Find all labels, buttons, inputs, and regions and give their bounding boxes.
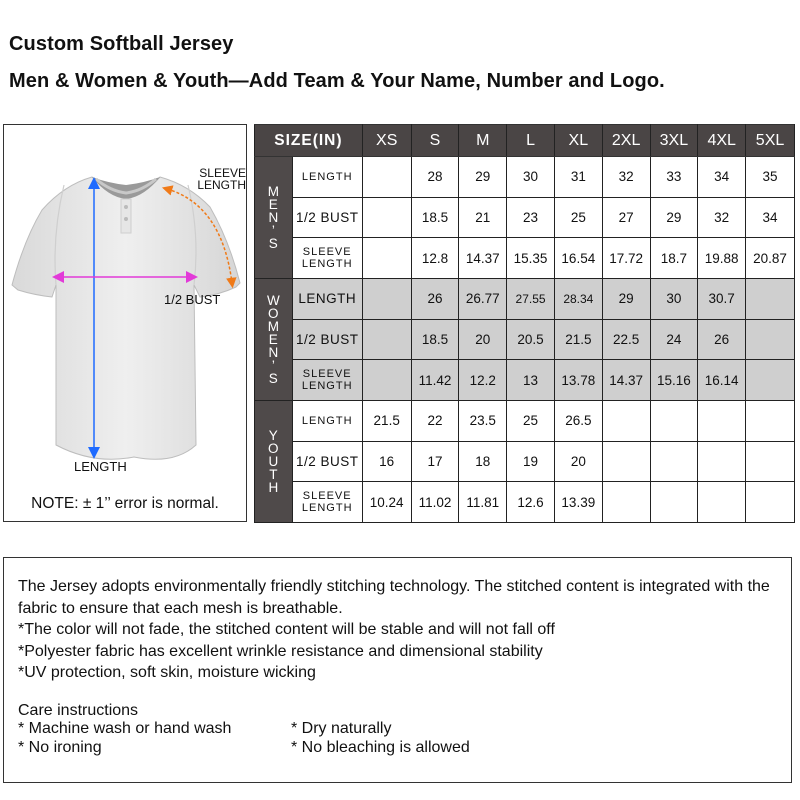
table-cell (362, 197, 411, 238)
table-cell: 33 (650, 157, 698, 198)
row-label: 1/2 BUST (292, 441, 362, 482)
table-row (255, 319, 795, 360)
size-col-xl: XL (554, 125, 602, 157)
table-cell (650, 441, 698, 482)
table-cell: 17 (411, 441, 459, 482)
group-letter: S (268, 235, 278, 251)
table-row (255, 400, 795, 441)
table-cell: 28.34 (554, 278, 602, 319)
table-cell: 18 (459, 441, 507, 482)
table-cell: 22 (411, 400, 459, 441)
sleeve-label-line2: LENGTH (197, 178, 246, 192)
table-cell: 28 (411, 157, 459, 198)
table-cell: 30 (650, 278, 698, 319)
group-letter: N (268, 209, 279, 225)
feature-bullet: *Polyester fabric has excellent wrinkle resistance and dimensional stability (18, 642, 543, 660)
table-cell (650, 482, 698, 523)
table-cell (602, 482, 650, 523)
table-cell: 27.55 (507, 278, 555, 319)
page-subtitle: Men & Women & Youth—Add Team & Your Name, Number and Logo. (9, 70, 665, 92)
table-cell: 29 (650, 197, 698, 238)
table-cell (746, 482, 795, 523)
length-label: LENGTH (74, 459, 127, 474)
group-letter: E (268, 196, 278, 212)
row-label-line: SLEEVE (302, 490, 352, 503)
size-col-l: L (507, 125, 555, 157)
table-cell: 23.5 (459, 400, 507, 441)
sleeve-length-label (192, 167, 246, 191)
table-cell: 26 (698, 319, 746, 360)
table-cell: 21 (459, 197, 507, 238)
row-label (292, 238, 362, 279)
group-letter: H (268, 479, 279, 495)
size-col-5xl: 5XL (746, 125, 795, 157)
table-cell: 20 (459, 319, 507, 360)
table-cell: 25 (554, 197, 602, 238)
group-label-mens (255, 157, 293, 279)
half-bust-label: 1/2 BUST (164, 292, 221, 307)
size-col-m: M (459, 125, 507, 157)
care-item: * Machine wash or hand wash (18, 720, 232, 737)
table-cell (746, 400, 795, 441)
jersey-diagram (3, 124, 247, 522)
table-cell (362, 157, 411, 198)
row-label: 1/2 BUST (292, 197, 362, 238)
table-cell: 10.24 (362, 482, 411, 523)
table-cell: 26 (411, 278, 459, 319)
table-cell: 12.8 (411, 238, 459, 279)
table-cell: 19 (507, 441, 555, 482)
group-letter: E (268, 331, 278, 347)
table-cell (362, 238, 411, 279)
table-cell: 15.16 (650, 360, 698, 401)
size-col-2xl: 2XL (602, 125, 650, 157)
table-cell: 34 (698, 157, 746, 198)
group-letter: S (268, 370, 278, 386)
table-cell: 29 (602, 278, 650, 319)
row-label-line: LENGTH (301, 258, 353, 271)
group-label-youth (255, 400, 293, 522)
table-row (255, 278, 795, 319)
table-cell (650, 400, 698, 441)
table-cell (746, 360, 795, 401)
row-label (292, 482, 362, 523)
group-letter: M (267, 183, 279, 199)
table-cell (362, 360, 411, 401)
size-col-3xl: 3XL (650, 125, 698, 157)
group-letter: U (268, 453, 279, 469)
table-cell: 14.37 (602, 360, 650, 401)
table-cell: 12.6 (507, 482, 555, 523)
group-letter: M (267, 318, 279, 334)
table-cell: 11.81 (459, 482, 507, 523)
table-cell: 18.5 (411, 197, 459, 238)
care-item: * No bleaching is allowed (291, 738, 470, 756)
table-cell: 34 (746, 197, 795, 238)
table-cell: 16.54 (554, 238, 602, 279)
table-cell (602, 400, 650, 441)
group-letter: W (266, 292, 280, 308)
table-cell: 20.5 (507, 319, 555, 360)
table-cell: 21.5 (362, 400, 411, 441)
table-cell (698, 441, 746, 482)
table-cell: 31 (554, 157, 602, 198)
group-letter: N (268, 344, 279, 360)
size-col-4xl: 4XL (698, 125, 746, 157)
table-cell: 27 (602, 197, 650, 238)
table-cell: 30.7 (698, 278, 746, 319)
table-cell: 17.72 (602, 238, 650, 279)
table-cell (698, 400, 746, 441)
group-letter: ’ (271, 222, 275, 238)
table-cell: 25 (507, 400, 555, 441)
care-title: Care instructions (18, 701, 139, 719)
page-title: Custom Softball Jersey (9, 33, 234, 55)
table-cell: 21.5 (554, 319, 602, 360)
row-label (292, 360, 362, 401)
table-cell (362, 278, 411, 319)
row-label-line: SLEEVE (302, 246, 352, 259)
care-item: * No ironing (18, 738, 102, 756)
group-letter: O (268, 440, 279, 456)
table-row (255, 360, 795, 401)
row-label-line: LENGTH (301, 380, 353, 393)
row-label: LENGTH (292, 278, 362, 319)
table-cell: 19.88 (698, 238, 746, 279)
description-paragraph: The Jersey adopts environmentally friendly stitching technology. The stitched content is integrated with the fabric to ensure that each mesh is breathable. (18, 578, 770, 617)
table-row (255, 238, 795, 279)
table-cell (362, 319, 411, 360)
table-cell: 29 (459, 157, 507, 198)
table-cell: 11.02 (411, 482, 459, 523)
table-cell: 14.37 (459, 238, 507, 279)
table-cell: 22.5 (602, 319, 650, 360)
table-cell: 26.77 (459, 278, 507, 319)
table-row (255, 441, 795, 482)
group-letter: O (268, 305, 279, 321)
table-cell (746, 278, 795, 319)
table-cell: 13.39 (554, 482, 602, 523)
table-cell: 16 (362, 441, 411, 482)
sleeve-label-line1: SLEEVE (199, 166, 246, 180)
table-cell: 13.78 (554, 360, 602, 401)
row-label-line: LENGTH (301, 502, 353, 515)
size-header-row (255, 125, 795, 157)
table-cell: 26.5 (554, 400, 602, 441)
size-chart-table (254, 124, 795, 523)
error-note: NOTE: ± 1’’ error is normal. (31, 495, 219, 512)
table-cell: 18.5 (411, 319, 459, 360)
table-cell: 35 (746, 157, 795, 198)
table-row (255, 482, 795, 523)
table-row (255, 157, 795, 198)
table-cell: 20.87 (746, 238, 795, 279)
table-cell: 16.14 (698, 360, 746, 401)
table-cell (602, 441, 650, 482)
table-cell (746, 319, 795, 360)
group-letter: ’ (271, 357, 275, 373)
size-col-xs: XS (362, 125, 411, 157)
table-cell: 32 (602, 157, 650, 198)
feature-bullet: *UV protection, soft skin, moisture wicking (18, 664, 316, 681)
table-cell: 15.35 (507, 238, 555, 279)
group-letter: Y (268, 427, 278, 443)
product-description (3, 557, 792, 783)
table-row (255, 197, 795, 238)
group-label-womens (255, 278, 293, 400)
table-cell: 30 (507, 157, 555, 198)
table-cell: 13 (507, 360, 555, 401)
size-col-s: S (411, 125, 459, 157)
row-label: LENGTH (292, 157, 362, 198)
table-cell (698, 482, 746, 523)
row-label: 1/2 BUST (292, 319, 362, 360)
table-cell: 24 (650, 319, 698, 360)
care-instructions (18, 702, 791, 758)
group-letter: T (269, 466, 278, 482)
table-cell: 18.7 (650, 238, 698, 279)
care-item: * Dry naturally (291, 720, 392, 737)
table-cell: 23 (507, 197, 555, 238)
table-cell: 20 (554, 441, 602, 482)
size-header-label: SIZE(IN) (255, 125, 363, 157)
table-cell: 12.2 (459, 360, 507, 401)
feature-bullet: *The color will not fade, the stitched content will be stable and will not fall off (18, 621, 555, 638)
row-label-line: SLEEVE (302, 368, 352, 381)
table-cell: 11.42 (411, 360, 459, 401)
table-cell (746, 441, 795, 482)
row-label: LENGTH (292, 400, 362, 441)
table-cell: 32 (698, 197, 746, 238)
